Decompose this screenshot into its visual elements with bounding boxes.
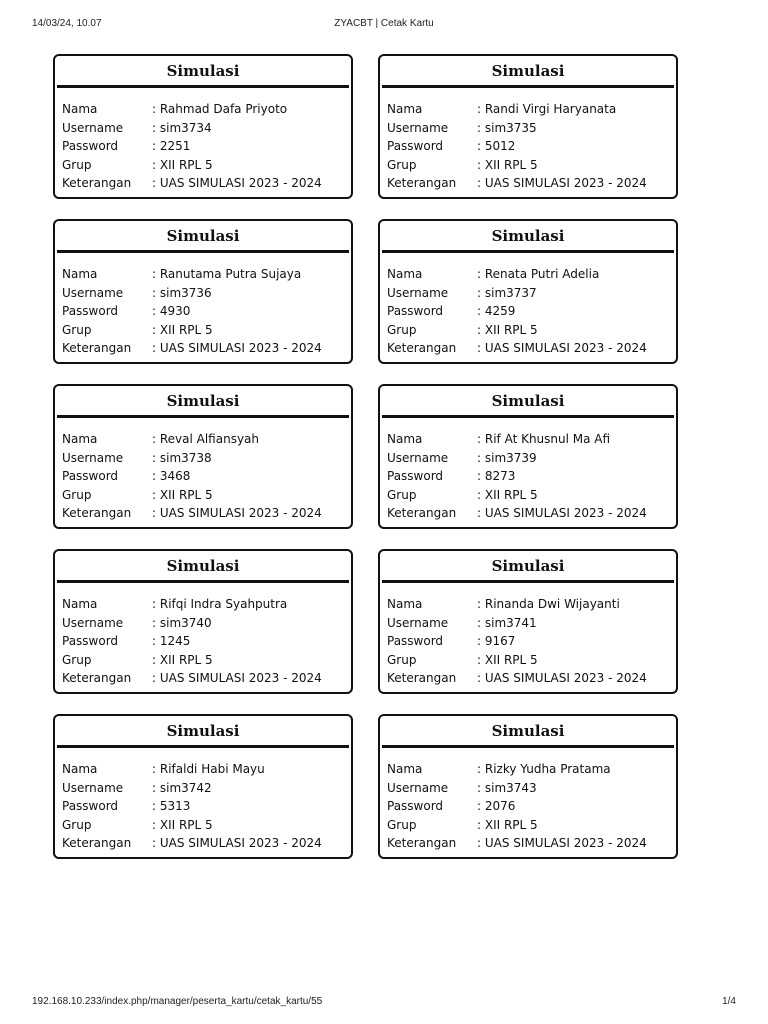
card-row-grup (387, 816, 676, 835)
password-value: : 9167 (477, 634, 516, 648)
nama-label: Nama (62, 762, 98, 776)
keterangan-label: Keterangan (387, 506, 457, 520)
nama-label: Nama (387, 102, 423, 116)
username-value: : sim3734 (152, 120, 212, 135)
card-row-password (62, 632, 351, 651)
card-row-keterangan (387, 504, 676, 523)
card-row-nama (387, 595, 676, 614)
card-row-grup (62, 321, 351, 340)
card-row-keterangan (62, 669, 351, 688)
participant-card (53, 219, 353, 364)
password-value: : 2251 (152, 139, 191, 153)
password-label: Password (62, 634, 119, 648)
nama-value: : Reval Alfiansyah (152, 432, 260, 446)
keterangan-label: Keterangan (387, 176, 457, 190)
password-label: Password (387, 469, 444, 483)
nama-value: : Rahmad Dafa Priyoto (152, 102, 288, 116)
card-row-username (387, 119, 676, 138)
card-body (380, 418, 676, 523)
keterangan-label: Keterangan (387, 836, 457, 850)
card-row-password (387, 302, 676, 321)
keterangan-value: : UAS SIMULASI 2023 - 2024 (152, 176, 322, 190)
nama-label: Nama (62, 597, 98, 611)
keterangan-value: : UAS SIMULASI 2023 - 2024 (477, 506, 647, 520)
password-label: Password (62, 469, 119, 483)
card-row-keterangan (387, 339, 676, 358)
nama-value: : Rifqi Indra Syahputra (152, 597, 288, 611)
card-row-grup (62, 486, 351, 505)
keterangan-value: : UAS SIMULASI 2023 - 2024 (152, 836, 322, 850)
password-value: : 3468 (152, 469, 191, 483)
participant-card (53, 549, 353, 694)
keterangan-label: Keterangan (387, 341, 457, 355)
card-row-nama (387, 760, 676, 779)
nama-label: Nama (62, 267, 98, 281)
grup-label: Grup (62, 157, 92, 172)
keterangan-value: : UAS SIMULASI 2023 - 2024 (152, 506, 322, 520)
card-title: Simulasi (382, 716, 674, 748)
nama-label: Nama (387, 762, 423, 776)
card-body (380, 583, 676, 688)
nama-label: Nama (387, 432, 423, 446)
username-label: Username (387, 615, 449, 630)
card-title: Simulasi (382, 56, 674, 88)
username-label: Username (62, 120, 124, 135)
card-row-username (387, 779, 676, 798)
card-row-keterangan (387, 669, 676, 688)
participant-card (53, 54, 353, 199)
card-row-nama (62, 595, 351, 614)
card-row-password (62, 302, 351, 321)
password-value: : 4259 (477, 304, 516, 318)
card-row-grup (387, 486, 676, 505)
card-row-username (387, 284, 676, 303)
password-value: : 1245 (152, 634, 191, 648)
nama-value: : Rizky Yudha Pratama (477, 762, 611, 776)
password-label: Password (387, 139, 444, 153)
card-row-keterangan (62, 504, 351, 523)
password-label: Password (62, 799, 119, 813)
grup-value: : XII RPL 5 (477, 487, 538, 502)
card-title: Simulasi (57, 716, 349, 748)
card-title: Simulasi (57, 221, 349, 253)
username-label: Username (62, 285, 124, 300)
participant-card (378, 549, 678, 694)
card-row-password (62, 797, 351, 816)
username-label: Username (387, 285, 449, 300)
password-value: : 4930 (152, 304, 191, 318)
keterangan-label: Keterangan (62, 836, 132, 850)
card-row-username (62, 449, 351, 468)
card-row-password (387, 467, 676, 486)
card-row-nama (62, 430, 351, 449)
password-value: : 5313 (152, 799, 191, 813)
card-row-username (62, 284, 351, 303)
card-row-username (62, 614, 351, 633)
keterangan-value: : UAS SIMULASI 2023 - 2024 (152, 341, 322, 355)
password-label: Password (62, 304, 119, 318)
password-label: Password (387, 799, 444, 813)
card-row-grup (62, 816, 351, 835)
card-row-grup (387, 651, 676, 670)
participant-card (53, 384, 353, 529)
print-datetime: 14/03/24, 10.07 (32, 18, 102, 29)
grup-label: Grup (387, 652, 417, 667)
card-row-password (62, 137, 351, 156)
nama-label: Nama (387, 267, 423, 281)
card-row-password (387, 797, 676, 816)
card-row-username (387, 614, 676, 633)
card-title: Simulasi (57, 386, 349, 418)
participant-card (378, 54, 678, 199)
card-row-keterangan (387, 174, 676, 193)
card-title: Simulasi (57, 56, 349, 88)
participant-card (378, 714, 678, 859)
card-row-nama (387, 430, 676, 449)
grup-label: Grup (387, 157, 417, 172)
username-value: : sim3738 (152, 450, 212, 465)
nama-label: Nama (387, 597, 423, 611)
username-value: : sim3739 (477, 450, 537, 465)
print-header (32, 18, 736, 34)
username-label: Username (62, 450, 124, 465)
nama-value: : Rinanda Dwi Wijayanti (477, 597, 620, 611)
card-grid (53, 54, 678, 859)
grup-value: : XII RPL 5 (152, 157, 213, 172)
nama-value: : Ranutama Putra Sujaya (152, 267, 302, 281)
grup-value: : XII RPL 5 (152, 652, 213, 667)
card-body (55, 88, 351, 193)
keterangan-label: Keterangan (62, 506, 132, 520)
nama-value: : Rifaldi Habi Mayu (152, 762, 265, 776)
card-title: Simulasi (382, 221, 674, 253)
username-value: : sim3742 (152, 780, 212, 795)
grup-value: : XII RPL 5 (477, 157, 538, 172)
grup-label: Grup (387, 487, 417, 502)
card-row-nama (62, 100, 351, 119)
card-row-keterangan (387, 834, 676, 853)
password-value: : 2076 (477, 799, 516, 813)
grup-value: : XII RPL 5 (152, 487, 213, 502)
username-value: : sim3736 (152, 285, 212, 300)
card-row-username (62, 779, 351, 798)
card-row-nama (387, 265, 676, 284)
card-row-username (387, 449, 676, 468)
card-row-password (387, 137, 676, 156)
grup-value: : XII RPL 5 (477, 652, 538, 667)
nama-value: : Renata Putri Adelia (477, 267, 600, 281)
username-value: : sim3743 (477, 780, 537, 795)
card-body (380, 748, 676, 853)
print-title: ZYACBT | Cetak Kartu (334, 18, 434, 29)
page-number: 1/4 (722, 996, 736, 1007)
nama-value: : Randi Virgi Haryanata (477, 102, 617, 116)
grup-label: Grup (387, 817, 417, 832)
keterangan-label: Keterangan (62, 671, 132, 685)
card-body (55, 418, 351, 523)
card-row-password (62, 467, 351, 486)
password-value: : 5012 (477, 139, 516, 153)
card-title: Simulasi (382, 551, 674, 583)
card-row-username (62, 119, 351, 138)
password-label: Password (62, 139, 119, 153)
username-value: : sim3741 (477, 615, 537, 630)
keterangan-value: : UAS SIMULASI 2023 - 2024 (477, 341, 647, 355)
card-title: Simulasi (57, 551, 349, 583)
grup-value: : XII RPL 5 (152, 322, 213, 337)
card-body (380, 88, 676, 193)
keterangan-label: Keterangan (62, 341, 132, 355)
grup-value: : XII RPL 5 (477, 322, 538, 337)
card-row-grup (387, 156, 676, 175)
card-body (380, 253, 676, 358)
username-label: Username (387, 450, 449, 465)
card-row-nama (62, 760, 351, 779)
card-row-grup (62, 651, 351, 670)
participant-card (378, 384, 678, 529)
grup-label: Grup (62, 322, 92, 337)
card-row-keterangan (62, 834, 351, 853)
card-body (55, 253, 351, 358)
password-label: Password (387, 634, 444, 648)
keterangan-value: : UAS SIMULASI 2023 - 2024 (477, 671, 647, 685)
card-row-keterangan (62, 174, 351, 193)
username-value: : sim3737 (477, 285, 537, 300)
card-row-grup (387, 321, 676, 340)
username-value: : sim3735 (477, 120, 537, 135)
nama-label: Nama (62, 432, 98, 446)
grup-value: : XII RPL 5 (477, 817, 538, 832)
keterangan-value: : UAS SIMULASI 2023 - 2024 (477, 176, 647, 190)
username-value: : sim3740 (152, 615, 212, 630)
print-footer (32, 996, 736, 1012)
card-row-grup (62, 156, 351, 175)
nama-value: : Rif At Khusnul Ma Afi (477, 432, 611, 446)
card-row-keterangan (62, 339, 351, 358)
card-row-password (387, 632, 676, 651)
card-body (55, 748, 351, 853)
password-label: Password (387, 304, 444, 318)
grup-label: Grup (62, 817, 92, 832)
card-row-nama (62, 265, 351, 284)
username-label: Username (62, 615, 124, 630)
grup-label: Grup (62, 652, 92, 667)
grup-label: Grup (62, 487, 92, 502)
username-label: Username (387, 780, 449, 795)
nama-label: Nama (62, 102, 98, 116)
keterangan-value: : UAS SIMULASI 2023 - 2024 (477, 836, 647, 850)
password-value: : 8273 (477, 469, 516, 483)
grup-value: : XII RPL 5 (152, 817, 213, 832)
participant-card (53, 714, 353, 859)
keterangan-label: Keterangan (62, 176, 132, 190)
keterangan-value: : UAS SIMULASI 2023 - 2024 (152, 671, 322, 685)
card-row-nama (387, 100, 676, 119)
grup-label: Grup (387, 322, 417, 337)
participant-card (378, 219, 678, 364)
card-title: Simulasi (382, 386, 674, 418)
print-url: 192.168.10.233/index.php/manager/peserta_kartu/cetak_kartu/55 (32, 996, 323, 1007)
keterangan-label: Keterangan (387, 671, 457, 685)
username-label: Username (62, 780, 124, 795)
username-label: Username (387, 120, 449, 135)
card-body (55, 583, 351, 688)
